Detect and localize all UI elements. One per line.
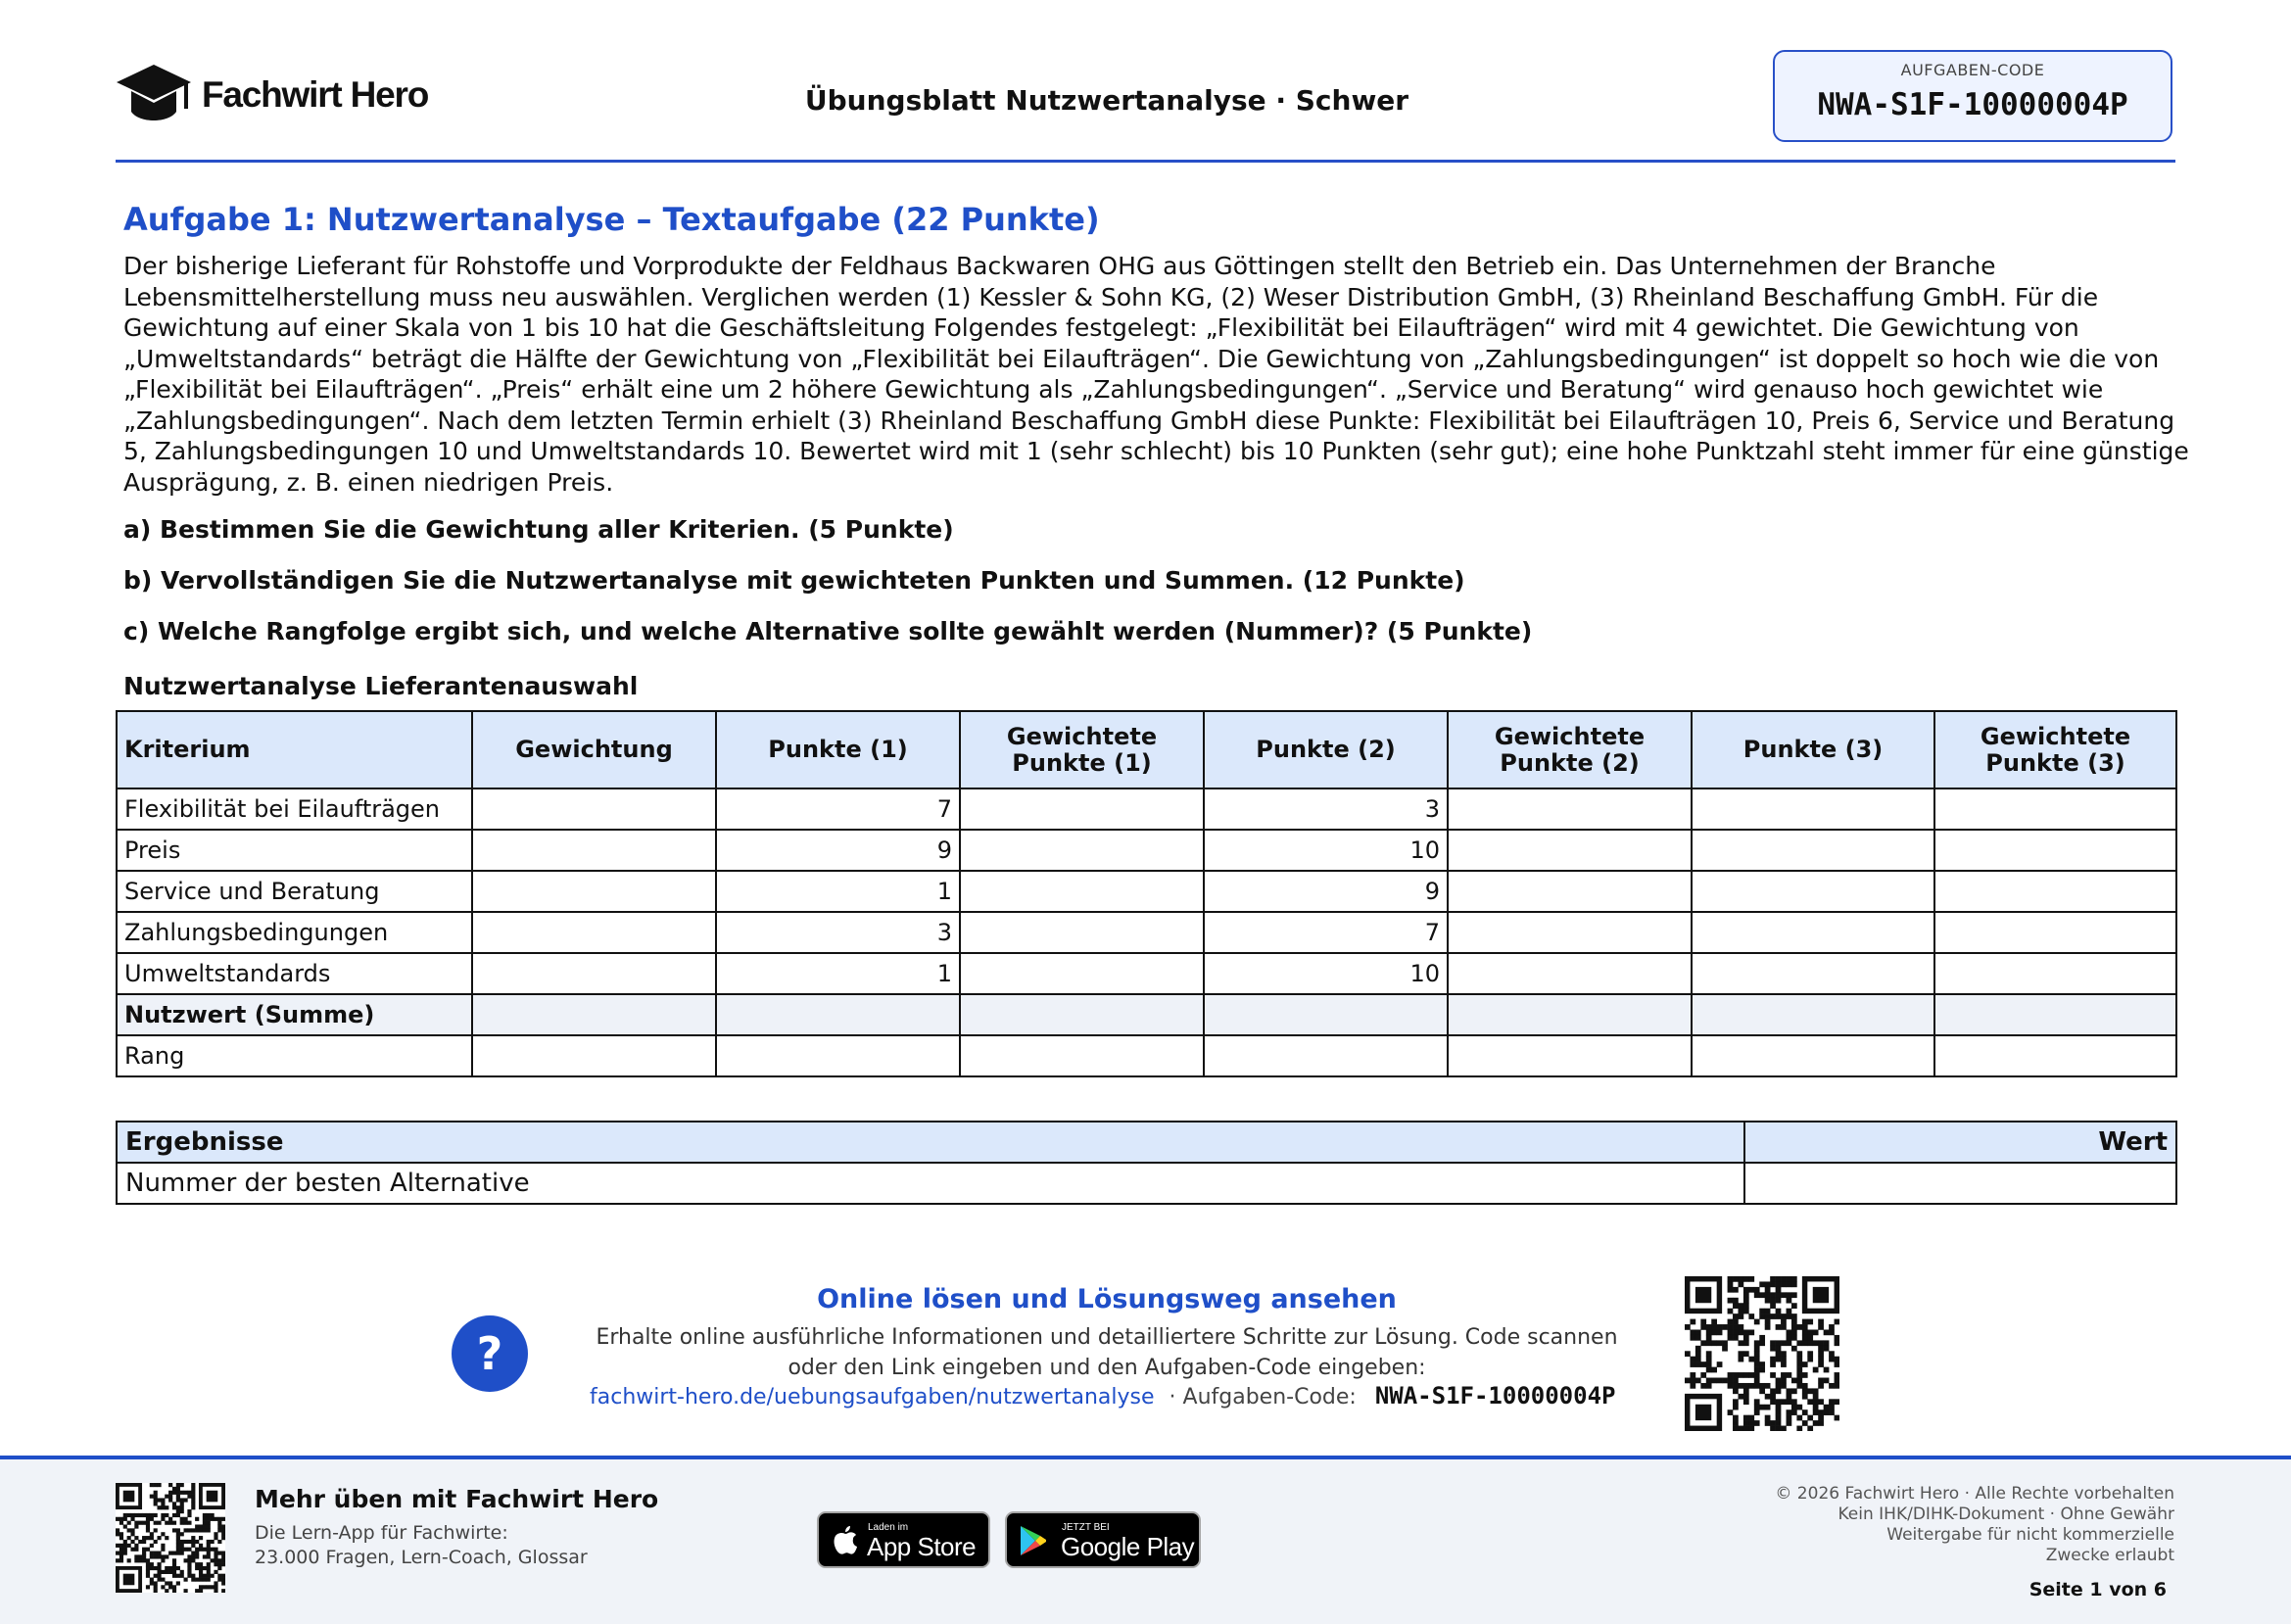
sum-cell[interactable] [716, 994, 960, 1035]
results-table [116, 1121, 2177, 1205]
task-code-label: AUFGABEN-CODE [1900, 61, 2045, 79]
criterion-cell: Umweltstandards [117, 953, 472, 994]
rank-cell[interactable] [1448, 1035, 1692, 1076]
points-3-cell[interactable] [1692, 953, 1934, 994]
points-1-cell: 1 [716, 871, 960, 912]
results-header-label: Ergebnisse [117, 1122, 1744, 1163]
task-text: Der bisherige Lieferant für Rohstoffe und Vorprodukte der Feldhaus Backwaren OHG aus Göttingen stellt den Betrieb ein. Das Unternehmen der Branche Lebensmittelherstellung muss neu auswählen. Verglichen werden (1) Kessler & Sohn KG, (2) Weser Distribution GmbH, (3) Rheinland Beschaffung GmbH. Für die Gewichtung auf einer Skala von 1 bis 10 hat die Geschäftsleitung Folgendes festgelegt: „Flexibilität bei Eilaufträgen“ wird mit 4 gewichtet. Die Gewichtung von „Umweltstandards“ beträgt die Hälfte der Gewichtung von „Flexibilität bei Eilaufträgen“. Die Gewichtung von „Zahlungsbedingungen“ ist doppelt so hoch wie die von „Flexibilität bei Eilaufträgen“. „Preis“ erhält eine um 2 höhere Gewichtung als „Zahlungsbedingungen“. „Service und Beratung“ wird genauso hoch gewichtet wie „Zahlungsbedingungen“. Nach dem letzten Termin erhielt (3) Rheinland Beschaffung GmbH diese Punkte: Flexibilität bei Eilaufträgen 10, Preis 6, Service und Beratung 5, Zahlungsbedingungen 10 und Umweltstandards 10. Bewertet wird mit 1 (sehr schlecht) bis 10 Punkten (sehr gut); eine hohe Punktzahl steht immer für eine günstige Ausprägung, z. B. einen niedrigen Preis. [123, 252, 2189, 497]
page-number: Seite 1 von 6 [2028, 1579, 2167, 1600]
table-row [117, 830, 2176, 871]
sum-cell[interactable] [1448, 994, 1692, 1035]
app-store-text: App Store [867, 1532, 977, 1561]
sum-cell[interactable] [1934, 994, 2176, 1035]
table-row [117, 912, 2176, 953]
logo-text: Fachwirt Hero [202, 74, 429, 115]
online-code: NWA-S1F-10000004P [1374, 1382, 1616, 1409]
qr-code-icon[interactable] [116, 1483, 225, 1593]
table-row [117, 953, 2176, 994]
results-header-row [117, 1122, 2176, 1163]
apple-icon [831, 1525, 860, 1556]
points-3-cell[interactable] [1692, 912, 1934, 953]
column-header: Kriterium [117, 711, 472, 788]
weighted-points-3-cell[interactable] [1934, 912, 2176, 953]
app-store-small-text: Laden im [868, 1522, 909, 1533]
points-2-cell: 10 [1204, 953, 1448, 994]
question-a: a) Bestimmen Sie die Gewichtung aller Kriterien. (5 Punkte) [123, 515, 954, 544]
weighted-points-3-cell[interactable] [1934, 788, 2176, 830]
sum-cell[interactable] [1692, 994, 1934, 1035]
points-2-cell: 9 [1204, 871, 1448, 912]
footer-legal-line: Kein IHK/DIHK-Dokument · Ohne Gewähr [1838, 1505, 2174, 1524]
sum-label: Nutzwert (Summe) [117, 994, 472, 1035]
weight-cell[interactable] [472, 830, 716, 871]
column-header: Punkte (2) [1204, 711, 1448, 788]
points-3-cell[interactable] [1692, 830, 1934, 871]
points-1-cell: 7 [716, 788, 960, 830]
points-2-cell: 10 [1204, 830, 1448, 871]
weighted-points-1-cell[interactable] [960, 953, 1204, 994]
weighted-points-2-cell[interactable] [1448, 912, 1692, 953]
qr-code-icon[interactable] [1685, 1276, 1839, 1431]
weighted-points-2-cell[interactable] [1448, 953, 1692, 994]
weight-cell[interactable] [472, 953, 716, 994]
points-2-cell: 3 [1204, 788, 1448, 830]
points-3-cell[interactable] [1692, 871, 1934, 912]
rank-cell[interactable] [960, 1035, 1204, 1076]
criterion-cell: Service und Beratung [117, 871, 472, 912]
header-divider [116, 160, 2175, 163]
column-header: Gewichtete Punkte (3) [1934, 711, 2176, 788]
footer-subtitle-line: Die Lern-App für Fachwirte: [255, 1522, 508, 1544]
rank-cell[interactable] [716, 1035, 960, 1076]
solution-link[interactable]: fachwirt-hero.de/uebungsaufgaben/nutzwertanalyse [590, 1385, 1155, 1409]
table-row [117, 1163, 2176, 1204]
rank-cell[interactable] [1934, 1035, 2176, 1076]
task-code-value: NWA-S1F-10000004P [1817, 87, 2128, 122]
column-header: Gewichtung [472, 711, 716, 788]
weight-cell[interactable] [472, 912, 716, 953]
points-1-cell: 1 [716, 953, 960, 994]
footer-subtitle-line: 23.000 Fragen, Lern-Coach, Glossar [255, 1547, 588, 1568]
results-row-value[interactable] [1744, 1163, 2176, 1204]
footer-legal-line: © 2026 Fachwirt Hero · Alle Rechte vorbehalten [1775, 1484, 2174, 1504]
weighted-points-1-cell[interactable] [960, 871, 1204, 912]
footer-subtitle [255, 1521, 588, 1570]
footer-legal [1567, 1484, 2174, 1566]
question-b: b) Vervollständigen Sie die Nutzwertanalyse mit gewichteten Punkten und Summen. (12 Punkte) [123, 566, 1465, 595]
rank-cell[interactable] [1692, 1035, 1934, 1076]
task-code-box [1773, 50, 2172, 142]
utility-analysis-table [116, 710, 2177, 1077]
help-icon: ? [452, 1315, 528, 1392]
footer-title: Mehr üben mit Fachwirt Hero [255, 1485, 659, 1513]
column-header: Punkte (1) [716, 711, 960, 788]
sum-cell[interactable] [960, 994, 1204, 1035]
rank-cell[interactable] [1204, 1035, 1448, 1076]
sum-cell[interactable] [472, 994, 716, 1035]
weighted-points-2-cell[interactable] [1448, 871, 1692, 912]
points-3-cell[interactable] [1692, 788, 1934, 830]
results-row-label: Nummer der besten Alternative [117, 1163, 1744, 1204]
results-header-value: Wert [1744, 1122, 2176, 1163]
table-row [117, 788, 2176, 830]
task-heading: Aufgabe 1: Nutzwertanalyse – Textaufgabe (22 Punkte) [123, 201, 1100, 238]
sum-cell[interactable] [1204, 994, 1448, 1035]
weighted-points-2-cell[interactable] [1448, 830, 1692, 871]
google-play-icon [1019, 1525, 1048, 1556]
column-header: Punkte (3) [1692, 711, 1934, 788]
rank-label: Rang [117, 1035, 472, 1076]
table-header-row [117, 711, 2176, 788]
weighted-points-1-cell[interactable] [960, 788, 1204, 830]
weighted-points-1-cell[interactable] [960, 830, 1204, 871]
sum-row [117, 994, 2176, 1035]
weighted-points-3-cell[interactable] [1934, 953, 2176, 994]
page-title: Übungsblatt Nutzwertanalyse · Schwer [804, 84, 1409, 117]
weighted-points-3-cell[interactable] [1934, 871, 2176, 912]
weighted-points-3-cell[interactable] [1934, 830, 2176, 871]
rank-cell[interactable] [472, 1035, 716, 1076]
online-link-row [590, 1382, 1615, 1409]
points-1-cell: 3 [716, 912, 960, 953]
column-header: Gewichtete Punkte (2) [1448, 711, 1692, 788]
rank-row [117, 1035, 2176, 1076]
question-c: c) Welche Rangfolge ergibt sich, und welche Alternative sollte gewählt werden (Nummer)? (5 Punkte) [123, 617, 1533, 645]
points-2-cell: 7 [1204, 912, 1448, 953]
google-play-text: Google Play [1061, 1532, 1195, 1561]
criterion-cell: Zahlungsbedingungen [117, 912, 472, 953]
online-title: Online lösen und Lösungsweg ansehen [817, 1284, 1397, 1314]
criterion-cell: Flexibilität bei Eilaufträgen [117, 788, 472, 830]
criterion-cell: Preis [117, 830, 472, 871]
online-code-prefix: · Aufgaben-Code: [1169, 1385, 1357, 1409]
online-text: Erhalte online ausführliche Informationen und detailliertere Schritte zur Lösung. Code scannen oder den Link eingeben und den Aufgaben-Code eingeben: [596, 1325, 1618, 1380]
weight-cell[interactable] [472, 788, 716, 830]
footer-legal-line: Zwecke erlaubt [2045, 1546, 2174, 1565]
app-store-button[interactable] [817, 1511, 990, 1568]
google-play-button[interactable] [1005, 1511, 1201, 1568]
weight-cell[interactable] [472, 871, 716, 912]
table-row [117, 871, 2176, 912]
google-play-small-text: JETZT BEI [1062, 1522, 1110, 1533]
column-header: Gewichtete Punkte (1) [960, 711, 1204, 788]
weighted-points-1-cell[interactable] [960, 912, 1204, 953]
weighted-points-2-cell[interactable] [1448, 788, 1692, 830]
points-1-cell: 9 [716, 830, 960, 871]
footer-legal-line: Weitergabe für nicht kommerzielle [1886, 1525, 2174, 1545]
table-title: Nutzwertanalyse Lieferantenauswahl [123, 672, 639, 700]
